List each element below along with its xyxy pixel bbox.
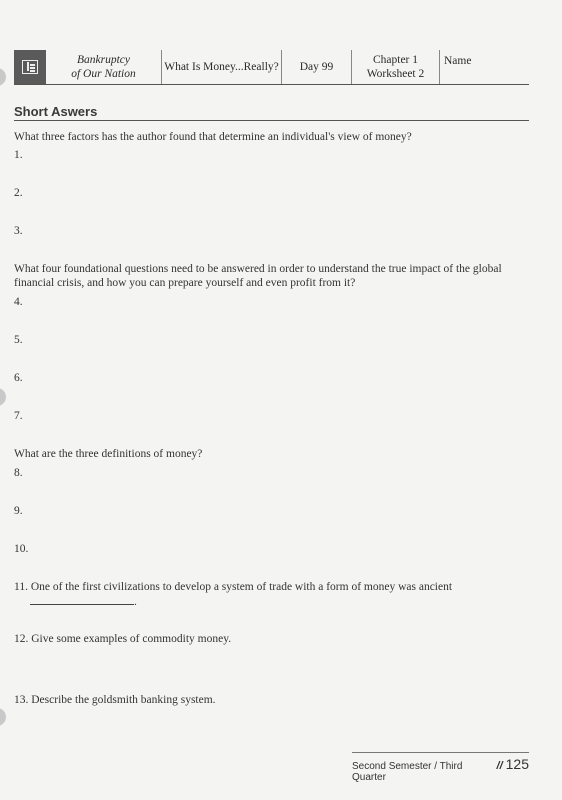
question-group-1: What three factors has the author found that determine an individual's view of money?: [14, 131, 412, 143]
day-label: Day 99: [282, 50, 352, 84]
answer-number-9: 9.: [14, 505, 23, 517]
question-12: 12. Give some examples of commodity money.: [14, 633, 232, 645]
question-11: 11. One of the first civilizations to develop a system of trade with a form of money was ancient: [14, 581, 453, 593]
question-group-2-line2: financial crisis, and how you can prepare yourself and even profit from it?: [14, 277, 356, 289]
question-13: 13. Describe the goldsmith banking system.: [14, 694, 216, 706]
answer-number-5: 5.: [14, 334, 23, 346]
answer-number-6: 6.: [14, 372, 23, 384]
binder-hole: [0, 68, 6, 86]
page-number: 125: [505, 756, 529, 772]
answer-number-7: 7.: [14, 410, 23, 422]
book-title-line2: of Our Nation: [71, 68, 136, 80]
chapter-line2: Worksheet 2: [366, 68, 425, 80]
footer-separator: //: [496, 760, 503, 772]
worksheet-icon: [14, 50, 46, 84]
answer-number-2: 2.: [14, 187, 23, 199]
semester-label: Second Semester / Third Quarter: [352, 761, 463, 783]
question-group-3: What are the three definitions of money?: [14, 448, 203, 460]
worksheet-header: [14, 50, 529, 85]
name-field[interactable]: [440, 50, 529, 84]
answer-number-4: 4.: [14, 296, 23, 308]
name-label: Name: [444, 55, 472, 67]
page-footer: [352, 752, 529, 783]
section-title: Short Aswers: [14, 104, 529, 121]
binder-hole: [0, 708, 6, 726]
answer-number-1: 1.: [14, 149, 23, 161]
answer-number-10: 10.: [14, 543, 29, 555]
binder-hole: [0, 388, 6, 406]
book-title-line1: Bankruptcy: [76, 54, 130, 66]
chapter-label: [352, 50, 440, 84]
answer-number-8: 8.: [14, 467, 23, 479]
question-group-2-line1: What four foundational questions need to be answered in order to understand the true impact of the global: [14, 263, 502, 275]
fill-in-blank[interactable]: [30, 594, 134, 605]
book-title: [46, 50, 162, 84]
question-11-blank-line: [14, 594, 545, 609]
answer-number-3: 3.: [14, 225, 23, 237]
question-11-end: .: [134, 596, 137, 608]
lesson-title: What Is Money...Really?: [162, 50, 282, 84]
chapter-line1: Chapter 1: [372, 54, 419, 66]
